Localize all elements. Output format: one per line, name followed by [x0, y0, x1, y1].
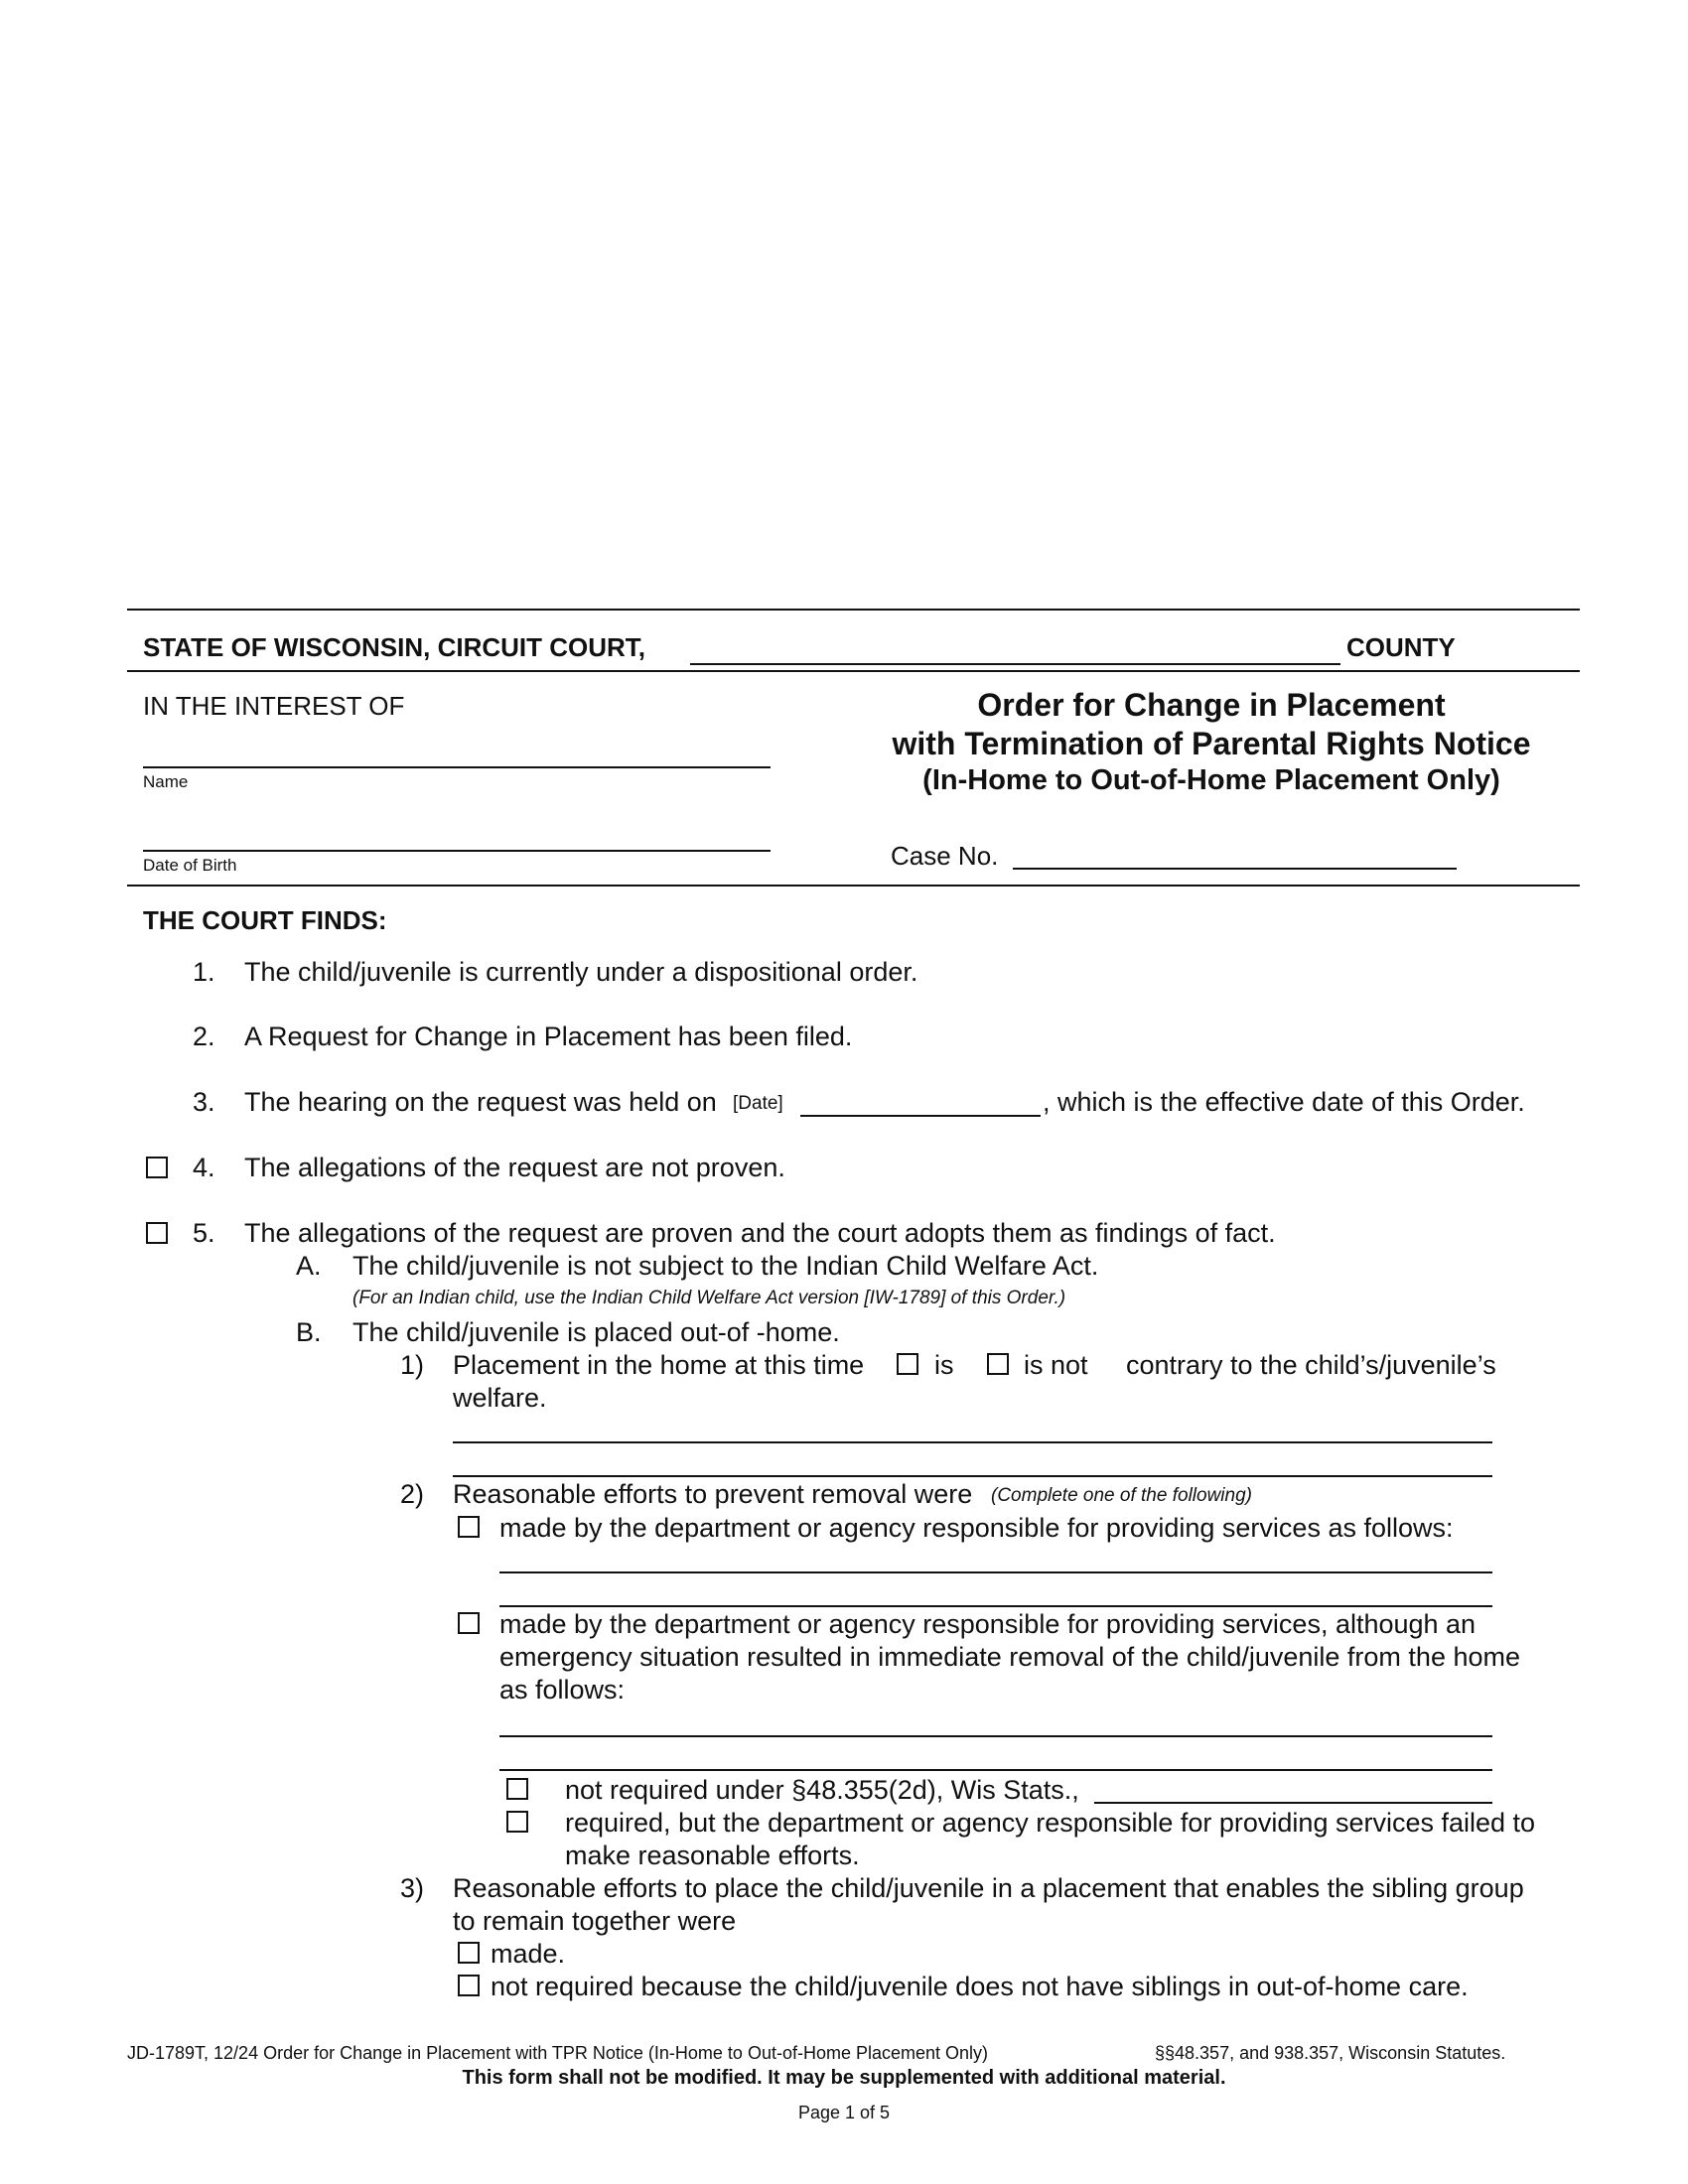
- b2-opt2-line1: made by the department or agency responsible for providing services, although an: [499, 1609, 1477, 1639]
- b2-opt4-line2: make reasonable efforts.: [565, 1841, 860, 1870]
- item1-number: 1.: [193, 957, 215, 987]
- item5-text: The allegations of the request are proven and the court adopts them as findings of fact.: [244, 1218, 1276, 1248]
- item5-number: 5.: [193, 1218, 215, 1248]
- form-title-line3: (In-Home to Out-of-Home Placement Only): [922, 764, 1500, 796]
- name-label: Name: [143, 772, 189, 791]
- footer-form-id: JD-1789T, 12/24 Order for Change in Placement with TPR Notice (In-Home to Out-of-Home Placement Only): [127, 2043, 989, 2063]
- b2-opt1-line-2[interactable]: [499, 1605, 1492, 1607]
- dob-field[interactable]: [143, 850, 771, 852]
- caption-mid-rule: [127, 670, 1580, 672]
- form-title-line2: with Termination of Parental Rights Notice: [892, 726, 1531, 761]
- b2-opt2-line2: emergency situation resulted in immediate removal of the child/juvenile from the home: [499, 1642, 1521, 1672]
- b3-text-line1: Reasonable efforts to place the child/juvenile in a placement that enables the sibling group: [453, 1873, 1524, 1903]
- b3-opt1-text: made.: [491, 1939, 566, 1969]
- b2-number: 2): [400, 1479, 425, 1509]
- item4-text: The allegations of the request are not proven.: [244, 1153, 785, 1182]
- b1-number: 1): [400, 1350, 425, 1380]
- item5a-text: The child/juvenile is not subject to the Indian Child Welfare Act.: [352, 1251, 1099, 1281]
- name-field[interactable]: [143, 766, 771, 768]
- b3-opt2-checkbox[interactable]: [458, 1975, 480, 1996]
- court-label: STATE OF WISCONSIN, CIRCUIT COURT,: [143, 632, 646, 662]
- b1-is-not-label: is not: [1024, 1350, 1088, 1380]
- caption-top-rule: [127, 609, 1580, 611]
- b2-opt3-field[interactable]: [1094, 1802, 1492, 1804]
- interest-of-label: IN THE INTEREST OF: [143, 691, 405, 721]
- b1-is-not-checkbox[interactable]: [987, 1353, 1009, 1375]
- item5a-letter: A.: [296, 1251, 322, 1281]
- item3-text-a: The hearing on the request was held on: [244, 1087, 717, 1117]
- item3-date-label: [Date]: [733, 1093, 783, 1114]
- item4-number: 4.: [193, 1153, 215, 1182]
- county-label: COUNTY: [1346, 632, 1456, 662]
- footer-statutes: §§48.357, and 938.357, Wisconsin Statutes.: [1155, 2043, 1506, 2063]
- case-no-field[interactable]: [1013, 868, 1457, 870]
- b3-opt1-checkbox[interactable]: [458, 1942, 480, 1964]
- b3-text-line2: to remain together were: [453, 1906, 737, 1936]
- b2-opt3-checkbox[interactable]: [506, 1778, 528, 1800]
- hearing-date-field[interactable]: [800, 1115, 1041, 1117]
- b2-opt4-line1: required, but the department or agency responsible for providing services failed to: [565, 1808, 1536, 1838]
- caption-bottom-rule: [127, 885, 1580, 887]
- b1-reason-line-2[interactable]: [453, 1475, 1492, 1477]
- findings-heading: THE COURT FINDS:: [143, 905, 387, 935]
- b2-opt1-line-1[interactable]: [499, 1571, 1492, 1573]
- item2-text: A Request for Change in Placement has been filed.: [244, 1022, 853, 1051]
- b2-opt1-checkbox[interactable]: [458, 1516, 480, 1538]
- b2-opt2-checkbox[interactable]: [458, 1612, 480, 1634]
- item3-number: 3.: [193, 1087, 215, 1117]
- footer-notice: This form shall not be modified. It may be supplemented with additional material.: [462, 2067, 1226, 2089]
- b1-is-label: is: [934, 1350, 954, 1380]
- b2-opt2-field-2[interactable]: [499, 1769, 1492, 1771]
- case-no-label: Case No.: [891, 841, 999, 871]
- form-title-line1: Order for Change in Placement: [977, 687, 1446, 723]
- item4-checkbox[interactable]: [146, 1157, 168, 1178]
- dob-label: Date of Birth: [143, 856, 237, 875]
- b2-opt4-checkbox[interactable]: [506, 1811, 528, 1833]
- item3-text-b: , which is the effective date of this Order.: [1043, 1087, 1525, 1117]
- item1-text: The child/juvenile is currently under a dispositional order.: [244, 957, 918, 987]
- b2-opt3-text: not required under §48.355(2d), Wis Stats.,: [565, 1775, 1079, 1805]
- item5b-text: The child/juvenile is placed out-of -home.: [352, 1317, 840, 1347]
- b2-text: Reasonable efforts to prevent removal were: [453, 1479, 973, 1509]
- b2-note: (Complete one of the following): [991, 1485, 1252, 1506]
- b2-opt1-text: made by the department or agency responsible for providing services as follows:: [499, 1513, 1454, 1543]
- county-field[interactable]: [690, 663, 1340, 665]
- item5-checkbox[interactable]: [146, 1222, 168, 1244]
- item2-number: 2.: [193, 1022, 215, 1051]
- item5a-note: (For an Indian child, use the Indian Child Welfare Act version [IW-1789] of this Order.): [352, 1288, 1066, 1308]
- b1-text-c: welfare.: [453, 1383, 547, 1413]
- item5b-letter: B.: [296, 1317, 322, 1347]
- footer-page-number: Page 1 of 5: [797, 2103, 891, 2122]
- b1-text-b: contrary to the child’s/juvenile’s: [1126, 1350, 1496, 1380]
- b3-number: 3): [400, 1873, 425, 1903]
- b3-opt2-text: not required because the child/juvenile does not have siblings in out-of-home care.: [491, 1972, 1469, 2001]
- b2-opt2-field-1[interactable]: [499, 1735, 1492, 1737]
- b1-text-a: Placement in the home at this time: [453, 1350, 865, 1380]
- b1-is-checkbox[interactable]: [897, 1353, 918, 1375]
- b2-opt2-line3: as follows:: [499, 1675, 626, 1705]
- b1-reason-line-1[interactable]: [453, 1441, 1492, 1443]
